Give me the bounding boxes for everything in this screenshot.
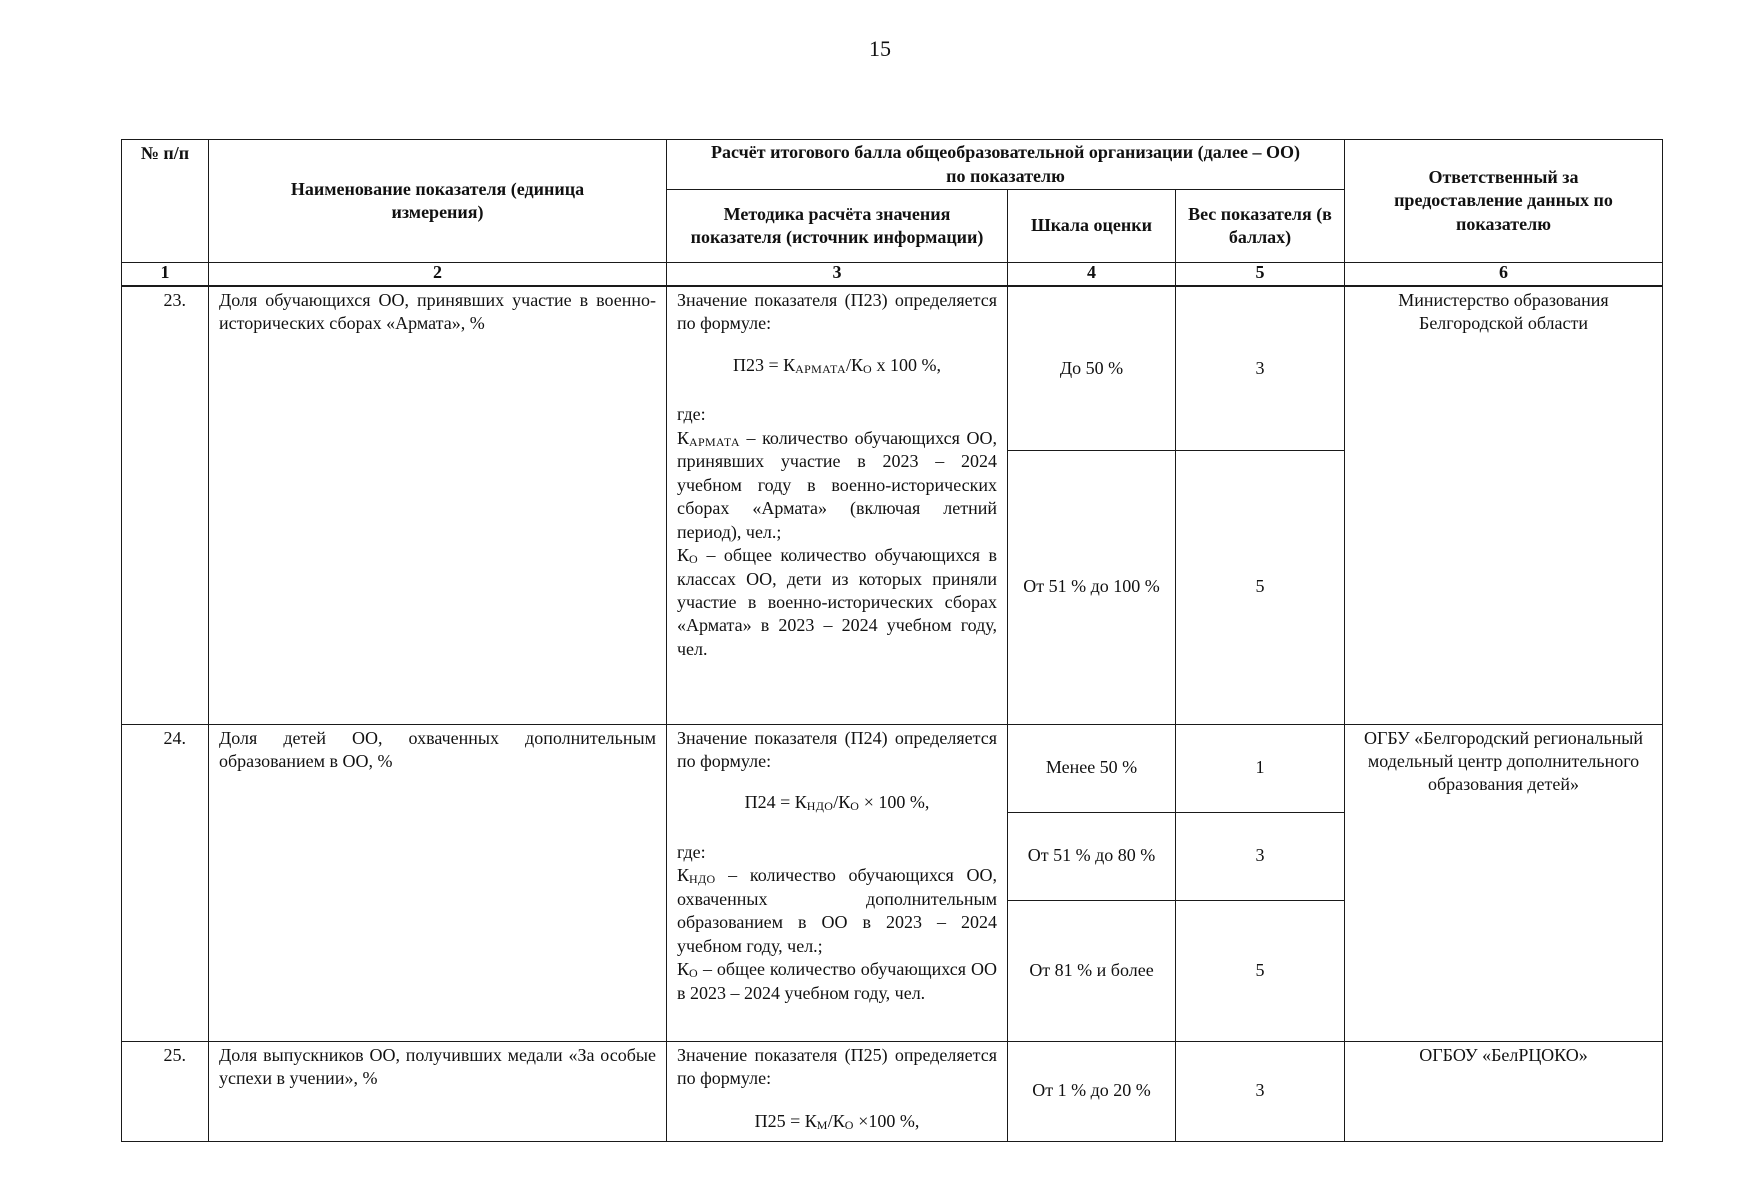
indicator-name: Доля обучающихся ОО, принявших участие в военно-исторических сборах «Армата», % bbox=[209, 286, 667, 724]
responsible: ОГБОУ «БелРЦОКО» bbox=[1345, 1041, 1663, 1141]
scale-weight: 1 bbox=[1176, 724, 1345, 812]
method-variable: $К_{АРМАТА}$ – количество обучающихся ОО, принявших участие в 2023 – 2024 учебном году в военно-исторических сборах «Армата» (включая летний период), чел.; bbox=[677, 427, 997, 542]
scale-weight: 5 bbox=[1176, 900, 1345, 1041]
header-responsible: Ответственный за предоставление данных по показателю bbox=[1345, 140, 1663, 263]
method-intro: Значение показателя (П25) определяется по формуле: bbox=[677, 1044, 997, 1088]
column-number: 1 bbox=[122, 263, 209, 287]
method-variable: $К_{НДО}$ – количество обучающихся ОО, охваченных дополнительным образованием в ОО в 2023 – 2024 учебном году, чел.; bbox=[677, 865, 997, 956]
formula: $П23 = К_{АРМАТА}/К_О$ х 100 %, bbox=[733, 354, 941, 376]
scale-weight: 3 bbox=[1176, 812, 1345, 900]
table-row bbox=[122, 286, 1663, 450]
column-number: 2 bbox=[209, 263, 667, 287]
table-row bbox=[122, 724, 1663, 812]
responsible: ОГБУ «Белгородский региональный модельный центр дополнительного образования детей» bbox=[1345, 724, 1663, 1041]
header-calc-group: Расчёт итогового балла общеобразовательной организации (далее – ОО) по показателю bbox=[667, 140, 1345, 190]
column-number: 5 bbox=[1176, 263, 1345, 287]
indicator-name: Доля выпускников ОО, получивших медали «За особые успехи в учении», % bbox=[209, 1041, 667, 1141]
method-where: где: bbox=[677, 841, 706, 862]
header-num: № п/п bbox=[122, 140, 209, 263]
method-cell bbox=[667, 286, 1008, 724]
row-number: 25. bbox=[122, 1041, 209, 1141]
formula: $П25 = К_М/К_О \times 100$ %, bbox=[754, 1111, 920, 1133]
method-where: где: bbox=[677, 404, 706, 425]
scale-weight: 3 bbox=[1176, 1041, 1345, 1141]
column-number: 6 bbox=[1345, 263, 1663, 287]
method-variable: $К_О$ – общее количество обучающихся в классах ОО, дети из которых приняли участие в военно-исторических сборах «Армата» в 2023 – 2024 учебном году, чел. bbox=[677, 544, 997, 659]
method-variable: $К_О$ – общее количество обучающихся ОО в 2023 – 2024 учебном году, чел. bbox=[677, 959, 997, 1003]
scale-weight: 5 bbox=[1176, 450, 1345, 724]
scale-label: Менее 50 % bbox=[1008, 724, 1176, 812]
method-intro: Значение показателя (П24) определяется по формуле: bbox=[677, 727, 997, 771]
formula: $П24 = К_{НДО}/К_О \times 100$ %, bbox=[744, 792, 930, 814]
scale-label: От 1 % до 20 % bbox=[1008, 1041, 1176, 1141]
responsible: Министерство образования Белгородской области bbox=[1345, 286, 1663, 724]
header-weight: Вес показателя (в баллах) bbox=[1176, 190, 1345, 263]
row-number: 23. bbox=[122, 286, 209, 724]
column-number: 4 bbox=[1008, 263, 1176, 287]
header-scale: Шкала оценки bbox=[1008, 190, 1176, 263]
header-method: Методика расчёта значения показателя (источник информации) bbox=[667, 190, 1008, 263]
method-cell bbox=[667, 724, 1008, 1041]
column-number: 3 bbox=[667, 263, 1008, 287]
method-intro: Значение показателя (П23) определяется по формуле: bbox=[677, 290, 997, 334]
indicator-table bbox=[121, 139, 1663, 1142]
scale-label: До 50 % bbox=[1008, 286, 1176, 450]
scale-label: От 51 % до 100 % bbox=[1008, 450, 1176, 724]
indicator-name: Доля детей ОО, охваченных дополнительным образованием в ОО, % bbox=[209, 724, 667, 1041]
row-number: 24. bbox=[122, 724, 209, 1041]
table-row bbox=[122, 1041, 1663, 1141]
page-number: 15 bbox=[869, 36, 891, 61]
method-cell bbox=[667, 1041, 1008, 1141]
scale-weight: 3 bbox=[1176, 286, 1345, 450]
scale-label: От 51 % до 80 % bbox=[1008, 812, 1176, 900]
header-name: Наименование показателя (единица измерения) bbox=[209, 140, 667, 263]
scale-label: От 81 % и более bbox=[1008, 900, 1176, 1041]
